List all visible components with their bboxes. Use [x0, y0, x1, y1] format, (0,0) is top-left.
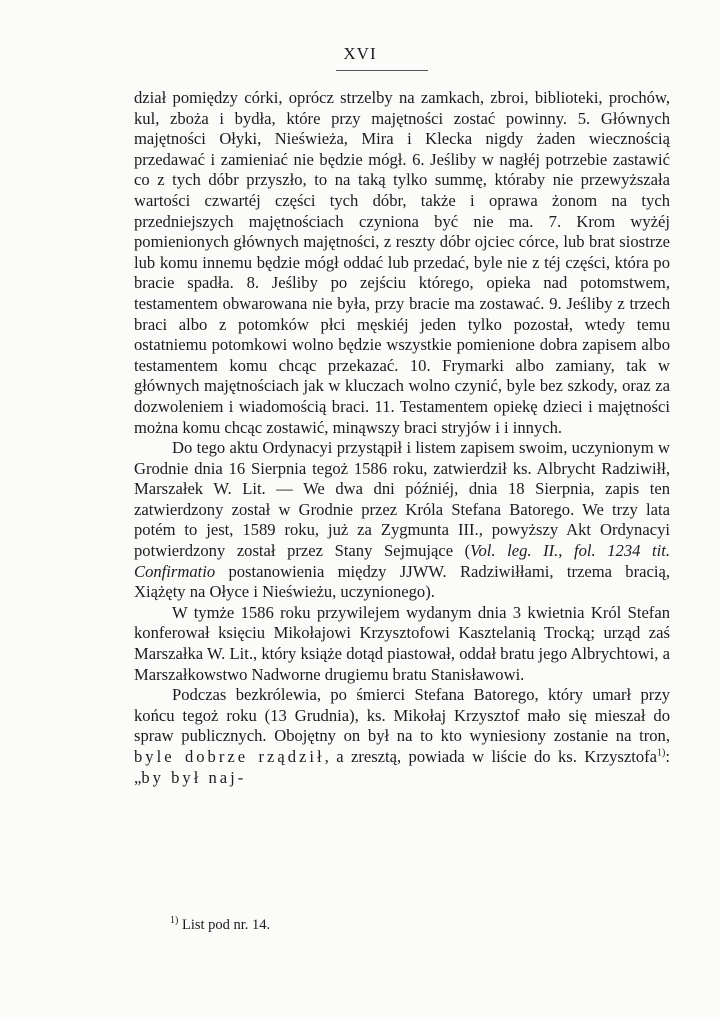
- paragraph: [134, 438, 670, 603]
- page-number: XVI: [343, 44, 377, 63]
- emphasized-quote: byle dobrze rządził: [134, 747, 325, 766]
- emphasized-quote: by był naj-: [141, 767, 247, 787]
- footnote-text: List pod nr. 14.: [181, 917, 271, 933]
- paragraph: dział pomiędzy córki, oprócz strzelby na zamkach, zbroi, biblioteki, prochów, kul, zboża i bydła, które przy majętności zostać powinny. 5. Głównych majętności Ołyki, Nieświeża, Mira i Klecka nigdy żaden wiecznością przedawać i zamieniać nie będzie mógł. 6. Jeśliby w nagłéj potrzebie zastawić co z tych dóbr przyszło, to na taką tylko summę, któraby nie przewyższała wartości czwartéj części tych dóbr, także i oprawa żonom na tych przedniejszych majętnościach czyniona być nie ma. 7. Krom wyżéj pomienionych głównych majętności, z reszty dóbr ojciec córce, lub brat siostrze lub komu innemu będzie mógł oddać lub przedać, byle nie z téj części, która po bracie spadła. 8. Jeśliby po zejściu którego, opieka nad potomstwem, testamentem obwarowana nie była, przy bracie ma zostawać. 9. Jeśliby z trzech braci albo z potomków płci męskiéj jeden tylko pozostał, wtedy temu ostatniemu potomkowi wolno będzie wszystkie pomienione dobra zapisem albo testamentem komu chcąc przekazać. 10. Frymarki albo zamiany, tak w głównych majętnościach jak w kluczach wolno czynić, byle bez szkody, oraz za dozwoleniem i wiadomością braci. 11. Testamentem opiekę dzieci i majętności można komu chcąc zostawić, minąwszy braci stryjów i i innych.: [134, 88, 670, 437]
- paragraph-text: : „: [134, 747, 670, 787]
- paragraph: W tymże 1586 roku przywilejem wydanym dnia 3 kwietnia Król Stefan konferował księciu Mikołajowi Krzysztofowi Kasztelanią Trocką; urząd zaś Marszałka W. Lit., który książe dotąd piastował, oddał bratu jego Albrychtowi, a Marszałkowstwo Nadworne drugiemu bratu Stanisławowi.: [134, 602, 670, 684]
- footnote: [170, 916, 270, 934]
- paragraph-text: Do tego aktu Ordynacyi przystąpił i listem zapisem swoim, uczynionym w Grodnie dnia 16 Sierpnia tegoż 1586 roku, zatwierdził ks. Albrycht Radziwiłł, Marszałek W. Lit. — We dwa dni późniéj, dnia 18 Sierpnia, zapis ten zatwierdzony został w Grodnie przez Króla Stefana Batorego. We trzy lata potém to jest, 1589 roku, już za Zygmunta III., powyższy Akt Ordynacyi potwierdzony został przez Stany Sejmujące (: [134, 438, 670, 561]
- header-rule: [336, 70, 428, 71]
- legal-citation: Vol. leg. II., fol. 1234 tit. Confirmatio: [134, 541, 670, 581]
- paragraph-text: Podczas bezkrólewia, po śmierci Stefana Batorego, który umarł przy końcu tegoż roku (13 Grudnia), ks. Mikołaj Krzysztof mało się mieszał do spraw publicznych. Obojętny on był na to kto wyniesiony zostanie na tron,: [134, 685, 670, 746]
- paragraph-text: postanowienia między JJWW. Radziwiłłami, trzema bracią, Xiążęty na Ołyce i Nieświeżu, uczynionego).: [134, 561, 670, 602]
- paragraph: [134, 685, 670, 788]
- footnote-mark: 1): [170, 915, 179, 927]
- paragraph-text: , a zresztą, powiada w liście do ks. Krzysztofa: [324, 747, 658, 766]
- footnote-reference[interactable]: 1): [657, 747, 666, 759]
- body-text: [134, 88, 670, 788]
